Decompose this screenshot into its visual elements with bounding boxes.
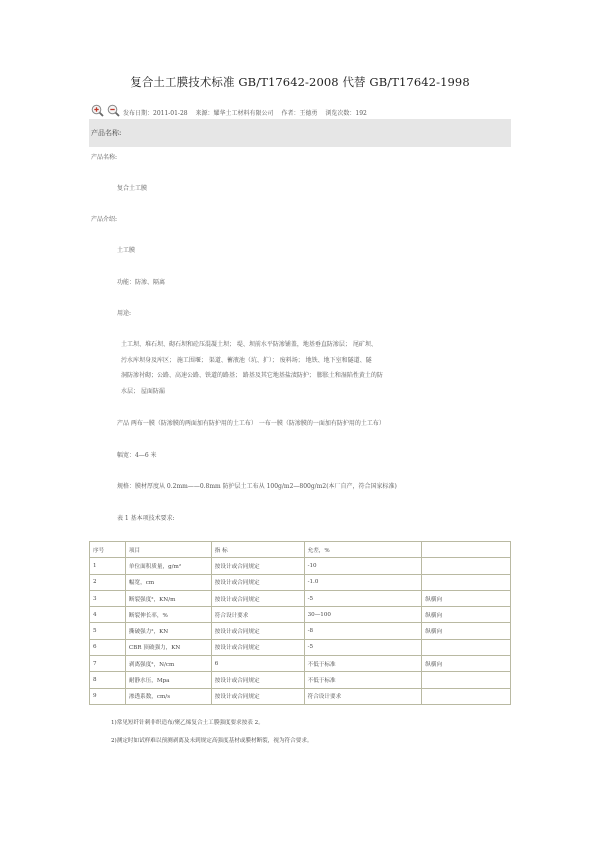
- product-name-value: 复合土工膜: [117, 185, 148, 192]
- view-count: 浏览次数：192: [325, 110, 367, 117]
- table-cell: CBR 顶破强力，KN: [125, 639, 211, 655]
- source: 来源：耀华土工材料有限公司: [195, 110, 274, 117]
- table-header-cell: 允差，%: [304, 542, 422, 558]
- table-header-row: [90, 542, 511, 558]
- table-cell: 6: [211, 656, 304, 672]
- table-cell: 不低于标准: [304, 672, 422, 688]
- table-cell: 按设计或合同规定: [211, 574, 304, 590]
- table-cell: 按设计或合同规定: [211, 623, 304, 639]
- table-cell: 耐静水压，Mpa: [125, 672, 211, 688]
- table-cell: 2: [90, 574, 126, 590]
- table-cell: 4: [90, 607, 126, 623]
- table-cell: 按设计或合同规定: [211, 688, 304, 704]
- publish-date: 发布日期：2011-01-28: [123, 110, 188, 117]
- table-row: [90, 688, 511, 704]
- table-cell: 断裂伸长率，%: [125, 607, 211, 623]
- product-name-bar-label: 产品名称:: [91, 129, 122, 137]
- table-cell: 8: [90, 672, 126, 688]
- author: 作者：王德勇: [281, 110, 318, 117]
- usage-label: 用途:: [117, 310, 132, 317]
- table-cell: 纵横向: [422, 607, 511, 623]
- table-cell: 3: [90, 590, 126, 606]
- table-cell: 符合设计要求: [211, 607, 304, 623]
- table-caption: 表 1 基本项技术要求:: [117, 515, 175, 522]
- table-cell: 6: [90, 639, 126, 655]
- table-cell: -5: [304, 639, 422, 655]
- table-row: [90, 574, 511, 590]
- table-cell: 渗透系数，cm/s: [125, 688, 211, 704]
- table-cell: 纵横向: [422, 623, 511, 639]
- table-cell: 单位面积质量，g/m²: [125, 558, 211, 574]
- table-row: [90, 623, 511, 639]
- table-header-cell: 序号: [90, 542, 126, 558]
- table-row: [90, 590, 511, 606]
- table-cell: [422, 688, 511, 704]
- table-header-cell: [422, 542, 511, 558]
- product-specs: 规格：膜材厚度从 0.2mm——0.8mm 防护层土工布从 100g/m2—800g/m2(本厂自产，符合国家标准): [117, 483, 397, 490]
- usage-line: 水层； 屋面防漏: [121, 388, 165, 395]
- table-header-cell: 项目: [125, 542, 211, 558]
- table-cell: 按设计或合同规定: [211, 639, 304, 655]
- technical-requirements-table: [89, 541, 511, 705]
- table-row: [90, 639, 511, 655]
- product-intro-label: 产品介绍:: [91, 216, 118, 223]
- article-meta: [123, 108, 373, 117]
- table-cell: 断裂强度²，KN/m: [125, 590, 211, 606]
- table-cell: -1.0: [304, 574, 422, 590]
- table-cell: -8: [304, 623, 422, 639]
- page-title: 复合土工膜技术标准 GB/T17642-2008 代替 GB/T17642-1998: [130, 75, 470, 89]
- table-cell: 符合设计要求: [304, 688, 422, 704]
- product-function: 功能：防渗、隔离: [117, 279, 166, 286]
- usage-line: 洞防渗衬砌；公路、高速公路、铁道的路基； 路基及其它地基盐渍防护； 膨胀土和湿陷性黄土的防: [121, 372, 383, 379]
- table-cell: 按设计或合同规定: [211, 590, 304, 606]
- product-name-bar: [89, 119, 511, 147]
- product-intro-name: 土工膜: [117, 247, 136, 254]
- table-cell: 按设计或合同规定: [211, 672, 304, 688]
- table-cell: 9: [90, 688, 126, 704]
- table-note: 2)测定时如试样难以预测剥离及未到规定高强度基材或膜材断裂，视为符合要求。: [111, 738, 313, 744]
- table-row: [90, 656, 511, 672]
- table-cell: [422, 672, 511, 688]
- table-cell: 撕破强力²，KN: [125, 623, 211, 639]
- table-cell: 纵横向: [422, 590, 511, 606]
- table-row: [90, 558, 511, 574]
- table-cell: [422, 639, 511, 655]
- usage-line: 土工坝、堆石坝、砌石坝和砼压混凝土坝； 堤、坝前水平防渗铺盖，地基垂直防渗层； 尾矿坝、: [121, 341, 377, 348]
- table-header-cell: 指 标: [211, 542, 304, 558]
- table-cell: 按设计或合同规定: [211, 558, 304, 574]
- table-cell: 剥离强度²，N/cm: [125, 656, 211, 672]
- table-cell: 5: [90, 623, 126, 639]
- table-cell: [422, 574, 511, 590]
- table-cell: 纵横向: [422, 656, 511, 672]
- product-name-label: 产品名称:: [91, 154, 118, 161]
- table-cell: -10: [304, 558, 422, 574]
- table-cell: 1: [90, 558, 126, 574]
- table-cell: [422, 558, 511, 574]
- table-cell: 7: [90, 656, 126, 672]
- zoom-in-icon[interactable]: [91, 104, 104, 117]
- table-row: [90, 672, 511, 688]
- product-types: 产品 两布一膜（防渗膜的两面加有防护用的土工布） 一布一膜（防渗膜的一面加有防护用的土工布）: [117, 420, 385, 427]
- table-cell: 不低于标准: [304, 656, 422, 672]
- table-note: 1)常见短纤针刺非织造布/聚乙烯复合土工膜强度要求按表 2。: [111, 720, 264, 726]
- table-cell: 30—100: [304, 607, 422, 623]
- product-width: 幅宽：4—6 米: [117, 452, 157, 459]
- table-cell: 幅宽，cm: [125, 574, 211, 590]
- usage-line: 污水库坝身及库区； 施工围堰； 渠道、蓄液池（坑、扩）； 废料场； 地铁、地下室和隧道、隧: [121, 357, 372, 364]
- table-row: [90, 607, 511, 623]
- table-cell: -5: [304, 590, 422, 606]
- zoom-out-icon[interactable]: [107, 104, 120, 117]
